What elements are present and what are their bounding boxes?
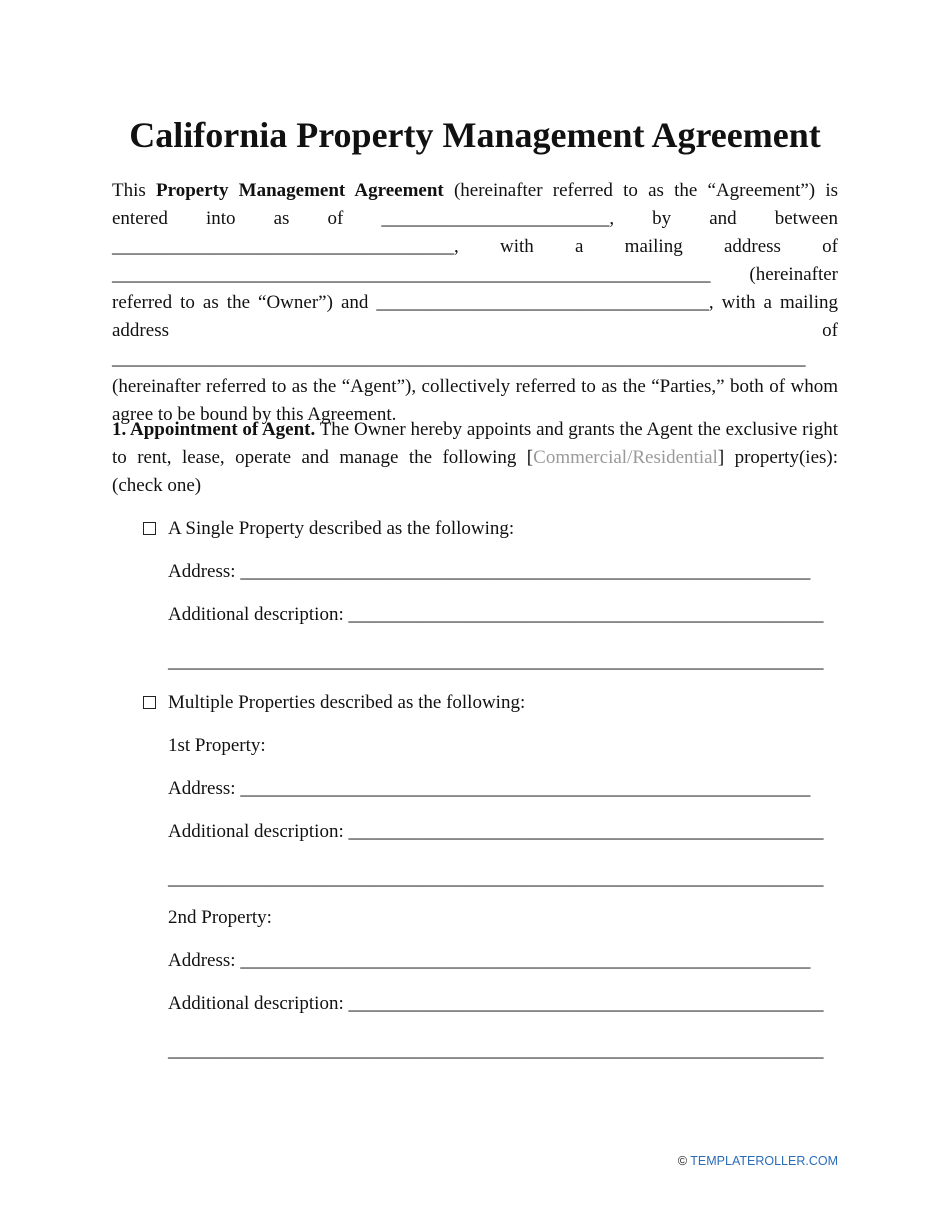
single-address-row [168, 558, 810, 586]
intro-text: (hereinafter referred to as the “Agent”), collectively referred to as the “Parties,” both of whom agree to be bound by this Agreement. [112, 376, 838, 425]
second-description-row [168, 990, 823, 1018]
section-text: ] property(ies): (check one) [112, 447, 838, 496]
intro-text: , with a mailing address of [112, 292, 838, 341]
single-description-row [168, 601, 823, 629]
multiple-properties-label: Multiple Properties described as the following: [168, 692, 526, 713]
owner-address-blank[interactable]: _______________________________________________________________ [112, 264, 711, 285]
first-description-row [168, 818, 823, 846]
additional-description-label: Additional description: [168, 604, 349, 625]
single-description-blank[interactable]: __________________________________________________ [348, 604, 824, 625]
first-description-blank[interactable]: __________________________________________________ [348, 821, 824, 842]
section-appointment [112, 416, 838, 500]
agreement-name: Property Management Agreement [156, 180, 444, 201]
section-heading: 1. Appointment of Agent. [112, 419, 316, 440]
templateroller-link[interactable]: TEMPLATEROLLER.COM [690, 1154, 838, 1168]
intro-text: , by and between [609, 208, 838, 229]
intro-paragraph [112, 177, 838, 429]
second-description-extra-blank[interactable]: _____________________________________________________________________ [168, 1040, 824, 1061]
intro-text: This [112, 180, 156, 201]
additional-description-label: Additional description: [168, 993, 349, 1014]
intro-text: (hereinafter referred to as the “Owner”) and [112, 264, 838, 313]
agent-name-blank[interactable]: ___________________________________ [376, 292, 709, 313]
copyright-symbol: © [677, 1154, 691, 1168]
address-label: Address: [168, 778, 241, 799]
document-title: California Property Management Agreement [129, 115, 821, 155]
agent-address-blank[interactable]: _________________________________________________________________________ [112, 348, 806, 369]
address-label: Address: [168, 950, 241, 971]
first-address-row [168, 775, 810, 803]
single-property-checkbox[interactable] [143, 522, 156, 535]
first-description-extra-blank[interactable]: _____________________________________________________________________ [168, 868, 824, 889]
first-address-blank[interactable]: ____________________________________________________________ [240, 778, 811, 799]
section-text: The Owner hereby appoints and grants the Agent the exclusive right to rent, lease, operate and manage the following [ [112, 419, 838, 468]
second-description-blank[interactable]: __________________________________________________ [348, 993, 824, 1014]
footer-copyright [678, 1154, 838, 1168]
property-type-placeholder[interactable]: Commercial/Residential [533, 447, 718, 468]
address-label: Address: [168, 561, 241, 582]
owner-name-blank[interactable]: ____________________________________ [112, 236, 454, 257]
additional-description-label: Additional description: [168, 821, 349, 842]
intro-text: (hereinafter referred to as the “Agreement”) is entered into as of [112, 180, 839, 229]
second-address-blank[interactable]: ____________________________________________________________ [240, 950, 811, 971]
date-blank[interactable]: ________________________ [381, 208, 610, 229]
intro-text: , with a mailing address of [454, 236, 838, 257]
second-address-row [168, 947, 810, 975]
single-description-extra-blank[interactable]: _____________________________________________________________________ [168, 651, 824, 672]
first-property-label: 1st Property: [168, 735, 266, 756]
single-address-blank[interactable]: ____________________________________________________________ [240, 561, 811, 582]
single-property-label: A Single Property described as the following: [168, 518, 515, 539]
second-property-label: 2nd Property: [168, 907, 272, 928]
multiple-properties-checkbox[interactable] [143, 696, 156, 709]
